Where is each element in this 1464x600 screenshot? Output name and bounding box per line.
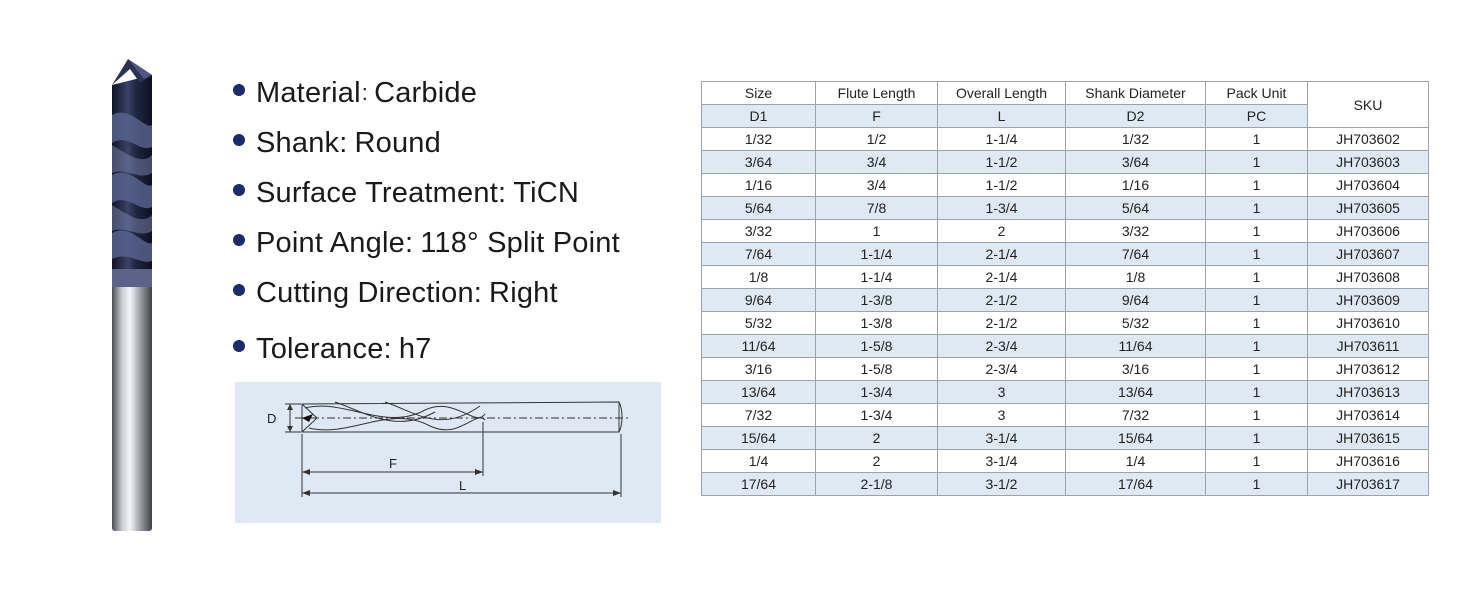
cell-overall-length: 2-1/4 [938, 266, 1066, 289]
spec-separator: : [361, 80, 369, 105]
bullet-icon [233, 134, 245, 146]
spec-item-point-angle [233, 218, 673, 268]
table-row [702, 243, 1429, 266]
cell-shank-diameter: 17/64 [1066, 473, 1206, 496]
drill-bit-image [100, 55, 164, 535]
cell-pack-unit: 1 [1206, 128, 1308, 151]
table-row [702, 381, 1429, 404]
table-row [702, 174, 1429, 197]
cell-sku: JH703607 [1308, 243, 1429, 266]
cell-shank-diameter: 9/64 [1066, 289, 1206, 312]
cell-sku: JH703615 [1308, 427, 1429, 450]
cell-sku: JH703608 [1308, 266, 1429, 289]
cell-shank-diameter: 7/32 [1066, 404, 1206, 427]
cell-flute-length: 2 [816, 450, 938, 473]
cell-sku: JH703613 [1308, 381, 1429, 404]
spec-separator: : [404, 226, 414, 259]
cell-size: 1/16 [702, 174, 816, 197]
spec-value: Round [354, 126, 441, 159]
cell-overall-length: 2-1/2 [938, 312, 1066, 335]
cell-pack-unit: 1 [1206, 289, 1308, 312]
cell-size: 13/64 [702, 381, 816, 404]
spec-label: Tolerance [256, 332, 384, 365]
cell-size: 1/4 [702, 450, 816, 473]
spec-label: Shank [256, 126, 340, 159]
cell-overall-length: 1-3/4 [938, 197, 1066, 220]
cell-size: 15/64 [702, 427, 816, 450]
cell-shank-diameter: 3/64 [1066, 151, 1206, 174]
cell-size: 3/32 [702, 220, 816, 243]
dimension-label-f: F [389, 456, 397, 471]
subheader-l: L [938, 105, 1066, 128]
subheader-pc: PC [1206, 105, 1308, 128]
cell-overall-length: 2 [938, 220, 1066, 243]
table-row [702, 151, 1429, 174]
cell-flute-length: 1-3/8 [816, 289, 938, 312]
header-sku: SKU [1308, 82, 1429, 128]
cell-flute-length: 1/2 [816, 128, 938, 151]
spec-item-material [233, 68, 673, 118]
cell-pack-unit: 1 [1206, 450, 1308, 473]
spec-item-surface-treatment [233, 168, 673, 218]
cell-sku: JH703616 [1308, 450, 1429, 473]
bullet-icon [233, 340, 245, 352]
cell-overall-length: 1-1/2 [938, 151, 1066, 174]
cell-shank-diameter: 3/16 [1066, 358, 1206, 381]
header-shank-diameter: Shank Diameter [1066, 82, 1206, 105]
header-flute-length: Flute Length [816, 82, 938, 105]
spec-value: TiCN [513, 176, 580, 209]
cell-size: 7/64 [702, 243, 816, 266]
cell-size: 3/16 [702, 358, 816, 381]
spec-value: Right [489, 276, 558, 309]
cell-size: 11/64 [702, 335, 816, 358]
bullet-icon [233, 84, 245, 96]
cell-sku: JH703609 [1308, 289, 1429, 312]
spec-value: Carbide [374, 76, 478, 109]
cell-pack-unit: 1 [1206, 197, 1308, 220]
cell-pack-unit: 1 [1206, 312, 1308, 335]
size-table [701, 81, 1429, 496]
spec-label: Point Angle [256, 226, 405, 259]
cell-overall-length: 3-1/4 [938, 450, 1066, 473]
dimension-diagram [235, 382, 661, 523]
table-row [702, 335, 1429, 358]
cell-overall-length: 2-3/4 [938, 335, 1066, 358]
cell-flute-length: 1-5/8 [816, 335, 938, 358]
spec-label: Cutting Direction [256, 276, 474, 309]
table-body [702, 128, 1429, 496]
spec-separator: : [383, 332, 392, 365]
table-row [702, 128, 1429, 151]
cell-size: 5/32 [702, 312, 816, 335]
table-row [702, 289, 1429, 312]
cell-flute-length: 1-5/8 [816, 358, 938, 381]
spec-label: Material [256, 76, 361, 109]
cell-overall-length: 3 [938, 404, 1066, 427]
cell-size: 5/64 [702, 197, 816, 220]
spec-separator: : [339, 126, 348, 159]
cell-flute-length: 7/8 [816, 197, 938, 220]
spec-item-cutting-direction [233, 268, 673, 318]
cell-shank-diameter: 15/64 [1066, 427, 1206, 450]
cell-overall-length: 1-1/2 [938, 174, 1066, 197]
table-header-row [702, 82, 1429, 105]
cell-sku: JH703606 [1308, 220, 1429, 243]
table-row [702, 358, 1429, 381]
subheader-d2: D2 [1066, 105, 1206, 128]
cell-overall-length: 2-3/4 [938, 358, 1066, 381]
cell-overall-length: 2-1/2 [938, 289, 1066, 312]
spec-item-shank [233, 118, 673, 168]
table-row [702, 197, 1429, 220]
subheader-f: F [816, 105, 938, 128]
spec-value: h7 [398, 332, 432, 365]
cell-sku: JH703603 [1308, 151, 1429, 174]
header-overall-length: Overall Length [938, 82, 1066, 105]
cell-size: 1/32 [702, 128, 816, 151]
spec-value: 118° Split Point [420, 226, 620, 259]
cell-flute-length: 1 [816, 220, 938, 243]
cell-pack-unit: 1 [1206, 220, 1308, 243]
cell-flute-length: 1-1/4 [816, 243, 938, 266]
cell-size: 9/64 [702, 289, 816, 312]
cell-flute-length: 2-1/8 [816, 473, 938, 496]
cell-flute-length: 3/4 [816, 174, 938, 197]
table-row [702, 220, 1429, 243]
cell-pack-unit: 1 [1206, 404, 1308, 427]
cell-overall-length: 3-1/2 [938, 473, 1066, 496]
cell-sku: JH703610 [1308, 312, 1429, 335]
cell-shank-diameter: 5/64 [1066, 197, 1206, 220]
dimension-label-d: D [267, 411, 277, 426]
table-row [702, 404, 1429, 427]
cell-size: 1/8 [702, 266, 816, 289]
subheader-d1: D1 [702, 105, 816, 128]
bullet-icon [233, 284, 245, 296]
bullet-icon [233, 234, 245, 246]
cell-pack-unit: 1 [1206, 358, 1308, 381]
cell-shank-diameter: 13/64 [1066, 381, 1206, 404]
spec-label: Surface Treatment [256, 176, 498, 209]
cell-shank-diameter: 1/8 [1066, 266, 1206, 289]
spec-list [233, 68, 673, 374]
cell-flute-length: 1-3/4 [816, 381, 938, 404]
cell-pack-unit: 1 [1206, 266, 1308, 289]
cell-overall-length: 2-1/4 [938, 243, 1066, 266]
table-row [702, 312, 1429, 335]
cell-flute-length: 2 [816, 427, 938, 450]
cell-overall-length: 3 [938, 381, 1066, 404]
cell-sku: JH703612 [1308, 358, 1429, 381]
cell-sku: JH703617 [1308, 473, 1429, 496]
table-row [702, 427, 1429, 450]
cell-shank-diameter: 11/64 [1066, 335, 1206, 358]
spec-item-tolerance [233, 324, 673, 374]
cell-size: 3/64 [702, 151, 816, 174]
cell-shank-diameter: 1/4 [1066, 450, 1206, 473]
cell-shank-diameter: 1/16 [1066, 174, 1206, 197]
cell-pack-unit: 1 [1206, 151, 1308, 174]
cell-size: 17/64 [702, 473, 816, 496]
cell-sku: JH703605 [1308, 197, 1429, 220]
cell-shank-diameter: 1/32 [1066, 128, 1206, 151]
cell-pack-unit: 1 [1206, 243, 1308, 266]
cell-shank-diameter: 7/64 [1066, 243, 1206, 266]
drill-outline-drawing [235, 382, 661, 523]
cell-pack-unit: 1 [1206, 335, 1308, 358]
header-pack-unit: Pack Unit [1206, 82, 1308, 105]
cell-sku: JH703602 [1308, 128, 1429, 151]
cell-pack-unit: 1 [1206, 381, 1308, 404]
cell-shank-diameter: 5/32 [1066, 312, 1206, 335]
header-size: Size [702, 82, 816, 105]
table-row [702, 473, 1429, 496]
cell-shank-diameter: 3/32 [1066, 220, 1206, 243]
cell-pack-unit: 1 [1206, 174, 1308, 197]
cell-flute-length: 1-3/8 [816, 312, 938, 335]
cell-flute-length: 1-3/4 [816, 404, 938, 427]
spec-separator: : [497, 176, 507, 209]
cell-overall-length: 3-1/4 [938, 427, 1066, 450]
cell-sku: JH703611 [1308, 335, 1429, 358]
cell-sku: JH703604 [1308, 174, 1429, 197]
table-row [702, 266, 1429, 289]
cell-flute-length: 1-1/4 [816, 266, 938, 289]
bullet-icon [233, 184, 245, 196]
table-row [702, 450, 1429, 473]
cell-flute-length: 3/4 [816, 151, 938, 174]
cell-pack-unit: 1 [1206, 427, 1308, 450]
dimension-label-l: L [459, 478, 467, 493]
spec-separator: : [473, 276, 483, 309]
cell-pack-unit: 1 [1206, 473, 1308, 496]
cell-overall-length: 1-1/4 [938, 128, 1066, 151]
cell-sku: JH703614 [1308, 404, 1429, 427]
cell-size: 7/32 [702, 404, 816, 427]
